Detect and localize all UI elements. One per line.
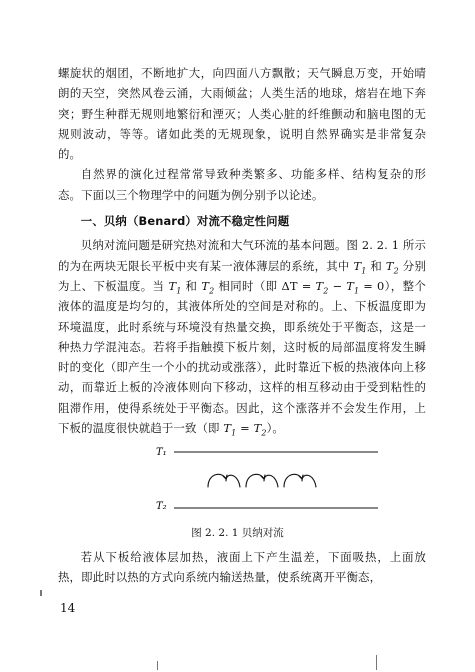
benard-convection-figure	[150, 445, 380, 515]
sym-t1: $T_1$	[223, 421, 237, 438]
label-t2: T₂	[156, 501, 167, 512]
scan-speck	[40, 590, 42, 596]
convection-cells	[208, 474, 316, 487]
body-text-top	[58, 63, 426, 438]
p3-s7: = 0），整个液体的温度是均匀的，其液体所处的空间是对称的。上、下板温度即为环境温度，此时系统与环境没有热量交换，即系统处于平衡态，这是一种热力学混沌态。若将手指触摸下板片刻，这时板的局部温度将发生瞬时的变化（即产生一个小的扰动或涨落），此时靠近下板的热液体向上移动，而靠近上板的冷液体则向下移动，这样的相互移动由于受到粘性的阻滞作用，使得系统处于平衡态。因此，这个涨落并不会发生作用，上下板的温度很快就趋于一致（即	[58, 278, 426, 436]
paragraph-2: 自然界的演化过程常常导致种类繁多、功能多样、结构复杂的形态。下面以三个物理学中的问题为例分别予以论述。	[58, 167, 426, 202]
p3-s6: −	[328, 278, 347, 293]
p3-s1: 贝纳对流问题是研究热对流和大气环流的基本问题。图 2. 2. 1 所示的为在两块无限长平板中夹有某一液体薄层的系统，其中	[58, 238, 426, 273]
p3-s8: =	[236, 421, 254, 436]
scan-speck	[157, 661, 158, 670]
page-number: 14	[60, 601, 76, 615]
paragraph-3	[58, 235, 426, 438]
sym-t1: $T_1$	[346, 278, 360, 296]
scan-speck	[376, 655, 377, 670]
p3-s2: 和	[366, 258, 386, 273]
p3-s5: 相同时（即 ΔT =	[214, 278, 316, 293]
sym-t2: $T_2$	[315, 278, 329, 296]
sym-t2: $T_2$	[253, 421, 267, 438]
section-heading: 一、贝纳（Benard）对流不稳定性问题	[80, 214, 290, 229]
sym-t1: $T_1$	[168, 278, 182, 296]
label-t1: T₁	[156, 447, 167, 458]
p3-s4: 和	[181, 278, 202, 293]
paragraph-4: 若从下板给液体层加热，液面上下产生温差，下面吸热，上面放热，即此时以热的方式向系统内输送热量，使系统离开平衡态，	[58, 550, 426, 585]
sym-t1: $T_1$	[353, 258, 367, 275]
body-text-bottom	[58, 547, 426, 588]
sym-t2: $T_2$	[201, 278, 215, 296]
p3-s9: ）。	[266, 421, 284, 436]
figure-caption: 图 2. 2. 1 贝纳对流	[191, 527, 284, 539]
p3-s3: 分别为上、下板温度。当	[58, 258, 426, 293]
sym-t2: $T_2$	[385, 258, 399, 275]
paragraph-1: 螺旋状的烟团，不断地扩大，向四面八方飘散；天气瞬息万变，开始晴朗的天空，突然风卷云涌，大雨倾盆；人类生活的地球，熔岩在地下奔突；野生种群无规则地繁衍和湮灭；人类心脏的纤维颤动和脑电图的无规则波动，等等。诸如此类的无规现象，说明自然界确实是非常复杂的。	[58, 66, 426, 162]
